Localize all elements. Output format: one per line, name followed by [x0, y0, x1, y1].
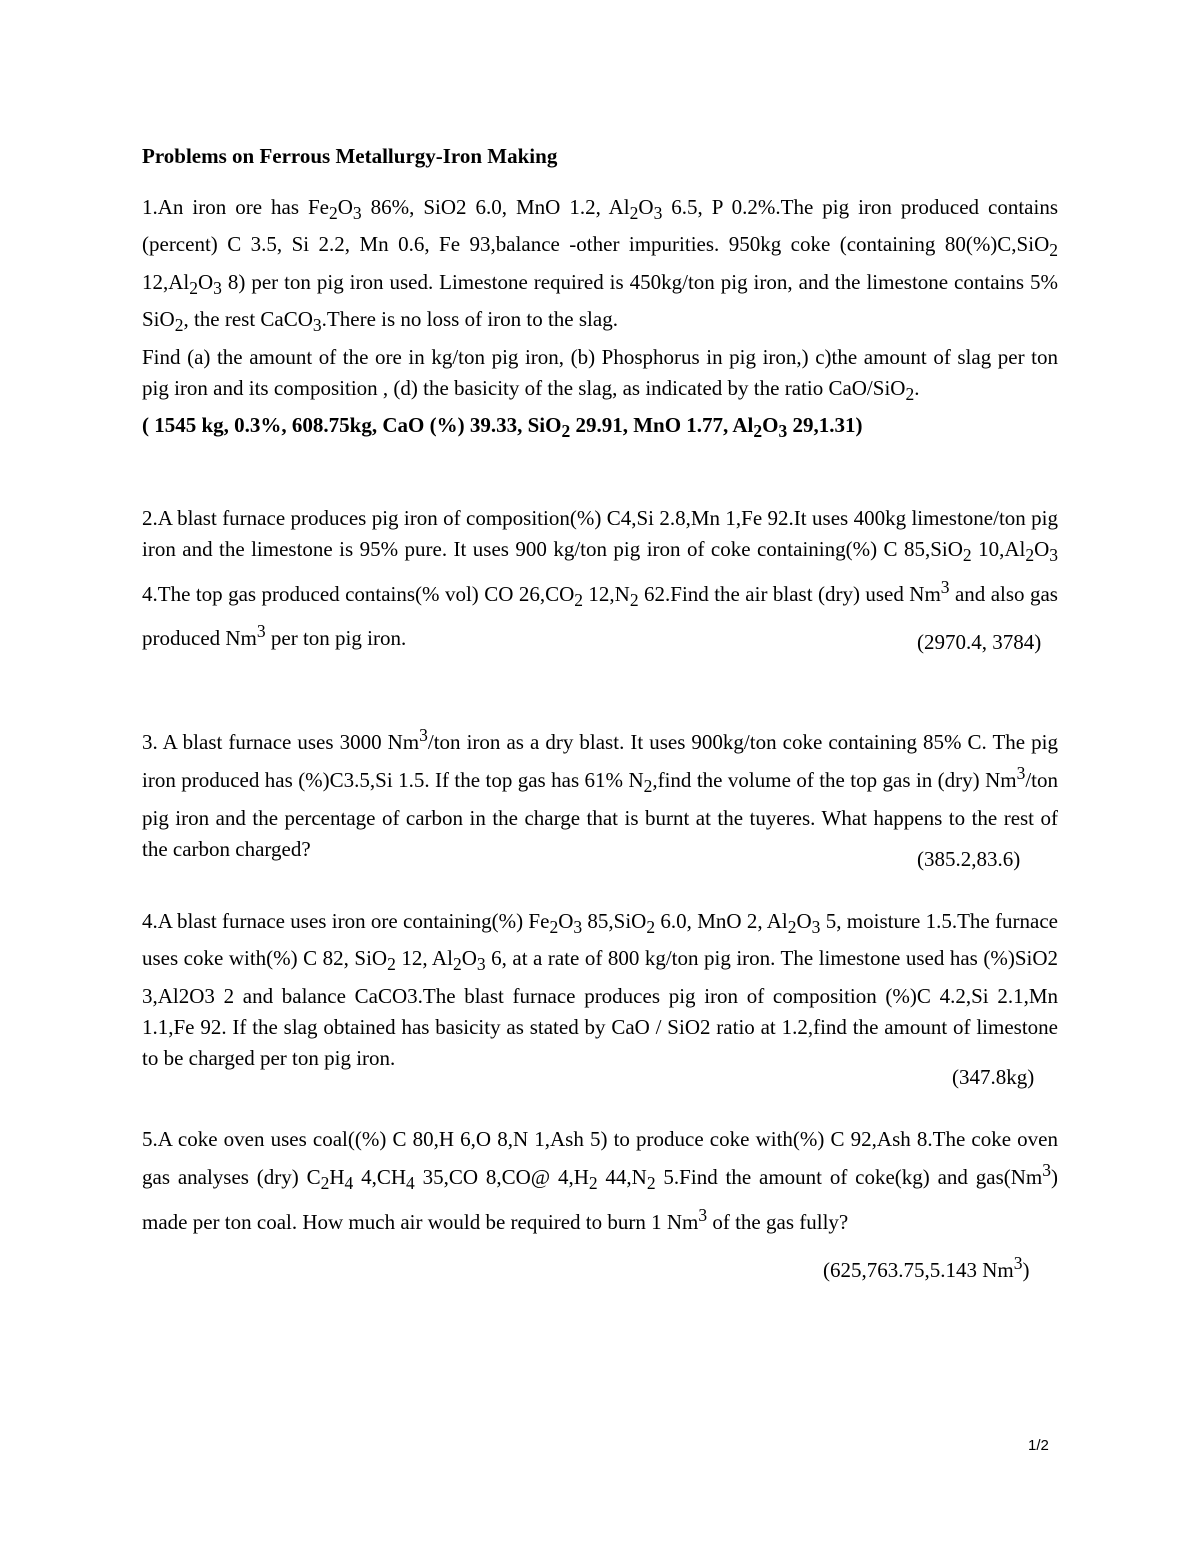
problem-1-find: Find (a) the amount of the ore in kg/ton pig iron, (b) Phosphorus in pig iron,) c)the amount of slag per ton pig iron and its composition , (d) the basicity of the slag, as indicated by the ratio CaO/SiO$_2$.	[142, 344, 1058, 404]
problem-5	[142, 1124, 1058, 1238]
problem-5-answer: (625,763.75,5.143 Nm$^3$)	[823, 1253, 1030, 1282]
page-title: Problems on Ferrous Metallurgy-Iron Making	[142, 144, 558, 168]
problem-1	[142, 192, 1058, 448]
problem-2-answer: (2970.4, 3784)	[917, 630, 1042, 654]
problem-4-answer: (347.8kg)	[952, 1065, 1035, 1089]
page-number: 1/2	[1028, 1437, 1049, 1454]
problem-3-text: 3. A blast furnace uses 3000 Nm$^3$/ton iron as a dry blast. It uses 900kg/ton coke containing 85% C. The pig iron produced has (%)C3.5,Si 1.5. If the top gas has 61% $N_2,find$ the volume of the top gas in (dry) Nm$^3$/ton pig iron and the percentage of carbon in the charge that is burnt at the tuyeres. What happens to the rest of the carbon charged?	[142, 725, 1058, 861]
problem-4	[142, 906, 1058, 1074]
problem-1-text: 1.An iron ore has $Fe_2O_3$ 86%, SiO2 6.0, MnO 1.2, $Al_2O_3$ 6.5, P 0.2%.The pig iron produced contains (percent) C 3.5, Si 2.2, Mn 0.6, Fe 93,balance -other impurities. 950kg coke (containing 80(%)C,SiO$_2$ $12,Al_2O_3$ 8) per ton pig iron used. Limestone required is 450kg/ton pig iron, and the limestone contains 5% SiO$_2$, the rest CaCO$_3$.There is no loss of iron to the slag.	[142, 195, 1058, 336]
problem-3-answer: (385.2,83.6)	[917, 847, 1021, 871]
problem-2-text: 2.A blast furnace produces pig iron of composition(%) C4,Si 2.8,Mn 1,Fe 92.It uses 400kg limestone/ton pig iron and the limestone is 95% pure. It uses 900 kg/ton pig iron of coke containing(%) C 85,SiO$_2$ $10,Al_2O_3$ 4.The top gas produced contains(% vol) CO $26,CO_2$ $12,N_2$ 62.Find the air blast (dry) used Nm$^3$ and also gas produced Nm$^3$ per ton pig iron.	[142, 506, 1058, 650]
problem-1-answer: ( 1545 kg, 0.3%, 608.75kg, CaO (%) 39.33, SiO$_2$ 29.91, MnO 1.77, $Al_2O_3$ 29,1.31)	[142, 413, 863, 442]
problem-4-text: 4.A blast furnace uses iron ore containing(%) $Fe_2O_3$ 85,SiO$_2$ 6.0, MnO 2, $Al_2O_3$ 5, moisture 1.5.The furnace uses coke with(%) C 82, SiO$_2$ 12, $Al_2O_3$ 6, at a rate of 800 kg/ton pig iron. The limestone used has (%)SiO2 3,Al2O3 2 and balance CaCO3.The blast furnace produces pig iron of composition (%)C 4.2,Si 2.1,Mn 1.1,Fe 92. If the slag obtained has basicity as stated by CaO / SiO2 ratio at 1.2,find the amount of limestone to be charged per ton pig iron.	[142, 909, 1058, 1071]
problem-5-text: 5.A coke oven uses coal((%) C 80,H 6,O 8,N 1,Ash 5) to produce coke with(%) C 92,Ash 8.The coke oven gas analyses (dry) $C_2H_4$ $4,CH_4$ 35,CO 8,CO@ $4,H_2$ $44,N_2$ 5.Find the amount of coke(kg) and gas(Nm$^3$) made per ton coal. How much air would be required to burn 1 Nm$^3$ of the gas fully?	[142, 1127, 1058, 1234]
